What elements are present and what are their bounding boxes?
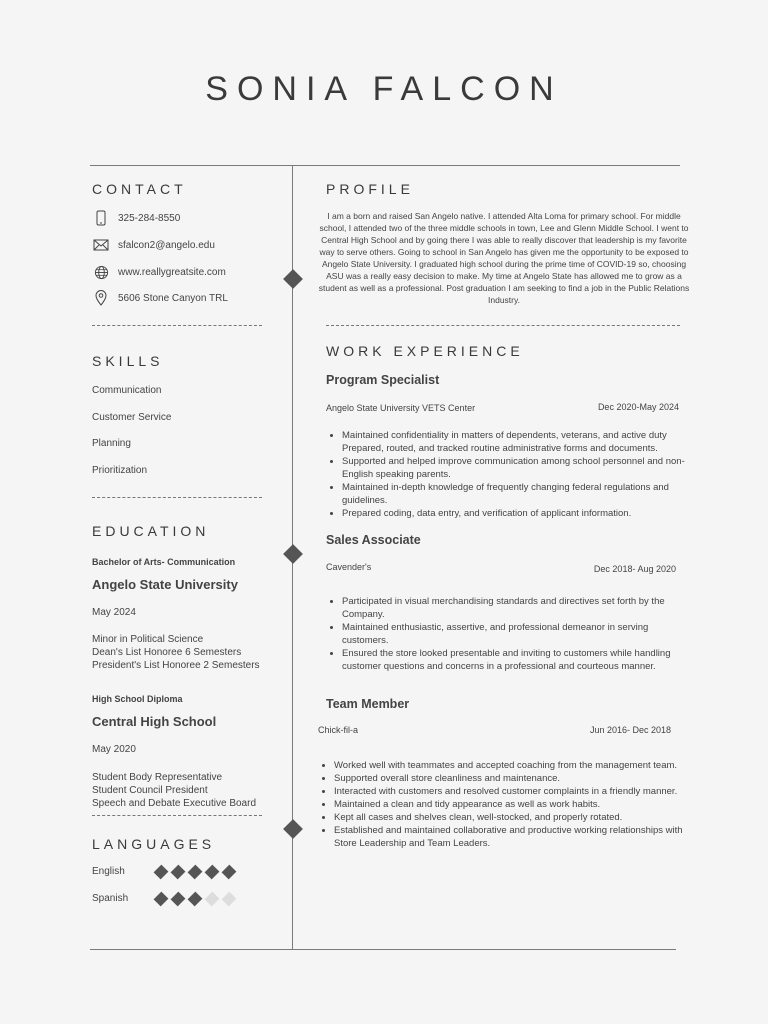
education-detail: Minor in Political Science <box>92 634 204 645</box>
education-detail: Student Council President <box>92 785 208 796</box>
level-diamond-filled <box>154 864 169 879</box>
skill-item: Customer Service <box>92 412 172 423</box>
divider-diamond <box>283 544 303 564</box>
education-detail: Speech and Debate Executive Board <box>92 798 256 809</box>
school-name: Central High School <box>92 714 217 729</box>
job-bullets <box>318 759 686 850</box>
job-bullet: • Established and maintained collaborative and productive working relationships with Store Leadership and Team Leaders. <box>334 824 686 850</box>
education-date: May 2024 <box>92 607 136 618</box>
education-heading: EDUCATION <box>92 523 210 539</box>
language-row <box>92 893 236 904</box>
section-separator <box>92 497 262 498</box>
languages-heading: LANGUAGES <box>92 836 216 852</box>
skill-item: Planning <box>92 438 131 449</box>
job-bullet: • Maintained confidentiality in matters of dependents, veterans, and active duty Prepared, routed, and tracked routine administrative forms and documents. <box>342 429 694 455</box>
bottom-divider <box>90 949 676 950</box>
job-company: Angelo State University VETS Center <box>326 403 476 413</box>
job-company: Chick-fil-a <box>318 725 359 735</box>
job-dates: Jun 2016- Dec 2018 <box>589 725 671 735</box>
job-bullet: • Ensured the store looked presentable and inviting to customers while handling customer questions and concerns in a professional and courteous manner. <box>342 647 694 673</box>
divider-diamond <box>283 819 303 839</box>
email-text[interactable]: sfalcon2@angelo.edu <box>118 239 215 251</box>
education-detail: Dean's List Honoree 6 Semesters <box>92 647 242 658</box>
contact-website <box>92 262 226 282</box>
top-divider <box>90 165 680 166</box>
job-bullet: • Participated in visual merchandising standards and directives set forth by the Company. <box>342 595 694 621</box>
address-text: 5606 Stone Canyon TRL <box>118 292 228 304</box>
contact-heading: CONTACT <box>92 181 187 197</box>
job-dates: Dec 2018- Aug 2020 <box>593 564 676 574</box>
level-diamond-filled <box>154 891 169 906</box>
level-diamond-filled <box>222 864 237 879</box>
job-bullet: • Supported overall store cleanliness and maintenance. <box>334 772 686 785</box>
website-text[interactable]: www.reallygreatsite.com <box>118 266 226 278</box>
job-bullets <box>326 595 694 673</box>
level-diamond-filled <box>171 891 186 906</box>
job-bullet: • Kept all cases and shelves clean, well-stocked, and properly rotated. <box>334 811 686 824</box>
job-bullet: • Prepared coding, data entry, and verification of applicant information. <box>342 507 694 520</box>
job-company: Cavender's <box>326 562 372 572</box>
job-title: Program Specialist <box>326 373 440 387</box>
section-separator <box>326 325 680 326</box>
job-bullet: • Interacted with customers and resolved customer complaints in a friendly manner. <box>334 785 686 798</box>
skill-item: Communication <box>92 385 162 396</box>
job-bullet: • Supported and helped improve communication among school personnel and non-English speaking parents. <box>342 455 694 481</box>
job-title: Team Member <box>326 697 410 711</box>
envelope-icon <box>92 237 110 253</box>
phone-text: 325-284-8550 <box>118 212 181 224</box>
contact-address <box>92 288 228 308</box>
education-details <box>92 633 260 672</box>
degree-title: Bachelor of Arts- Communication <box>92 557 236 567</box>
job-bullet: • Maintained a clean and tidy appearance as well as work habits. <box>334 798 686 811</box>
language-name: English <box>92 866 125 877</box>
job-bullet: • Maintained in-depth knowledge of frequently changing federal regulations and guidelines. <box>342 481 694 507</box>
section-separator <box>92 325 262 326</box>
globe-icon <box>92 264 110 280</box>
level-diamond-filled <box>188 864 203 879</box>
skills-heading: SKILLS <box>92 353 164 369</box>
profile-heading: PROFILE <box>326 181 414 197</box>
level-diamond-filled <box>171 864 186 879</box>
degree-title: High School Diploma <box>92 694 183 704</box>
skill-item: Prioritization <box>92 465 148 476</box>
education-date: May 2020 <box>92 744 136 755</box>
profile-text: I am a born and raised San Angelo native. I attended Alta Loma for primary school. For middle school, I attended two of the three middle schools in town, Lee and Glenn Middle School. I went to Central High School and by going there I was able to really discover that leadership is my favorite way to serve others. Going to school in San Angelo has given me the opportunity to be exposed to Angelo State University. I graduated high school during the prime time of COVID-19 so, choosing ASU was a really easy decision to make. My time at Angelo State has allowed me to grow as a student as well as a professional. Post graduation I am seeking to find a job in the Public Relations Industry. <box>318 211 690 305</box>
education-detail: Student Body Representative <box>92 772 223 783</box>
contact-email <box>92 235 215 255</box>
divider-diamond <box>283 269 303 289</box>
job-title: Sales Associate <box>326 533 421 547</box>
contact-phone <box>92 208 180 228</box>
level-diamond-filled <box>205 864 220 879</box>
level-diamond-empty <box>222 891 237 906</box>
education-details <box>92 771 256 810</box>
language-name: Spanish <box>92 893 129 904</box>
resume-name: SONIA FALCON <box>205 70 563 108</box>
language-level <box>154 867 236 877</box>
language-row <box>92 866 236 877</box>
school-name: Angelo State University <box>92 577 238 592</box>
education-detail: President's List Honoree 2 Semesters <box>92 660 260 671</box>
job-bullet: • Worked well with teammates and accepted coaching from the management team. <box>334 759 686 772</box>
section-separator <box>92 815 262 816</box>
level-diamond-filled <box>188 891 203 906</box>
location-pin-icon <box>92 290 110 306</box>
job-bullets <box>326 429 694 520</box>
work-experience-heading: WORK EXPERIENCE <box>326 343 524 359</box>
job-dates: Dec 2020-May 2024 <box>597 402 679 412</box>
job-bullet: • Maintained enthusiastic, assertive, and professional demeanor in serving customers. <box>342 621 694 647</box>
language-level <box>154 894 236 904</box>
phone-icon <box>92 210 110 226</box>
level-diamond-empty <box>205 891 220 906</box>
